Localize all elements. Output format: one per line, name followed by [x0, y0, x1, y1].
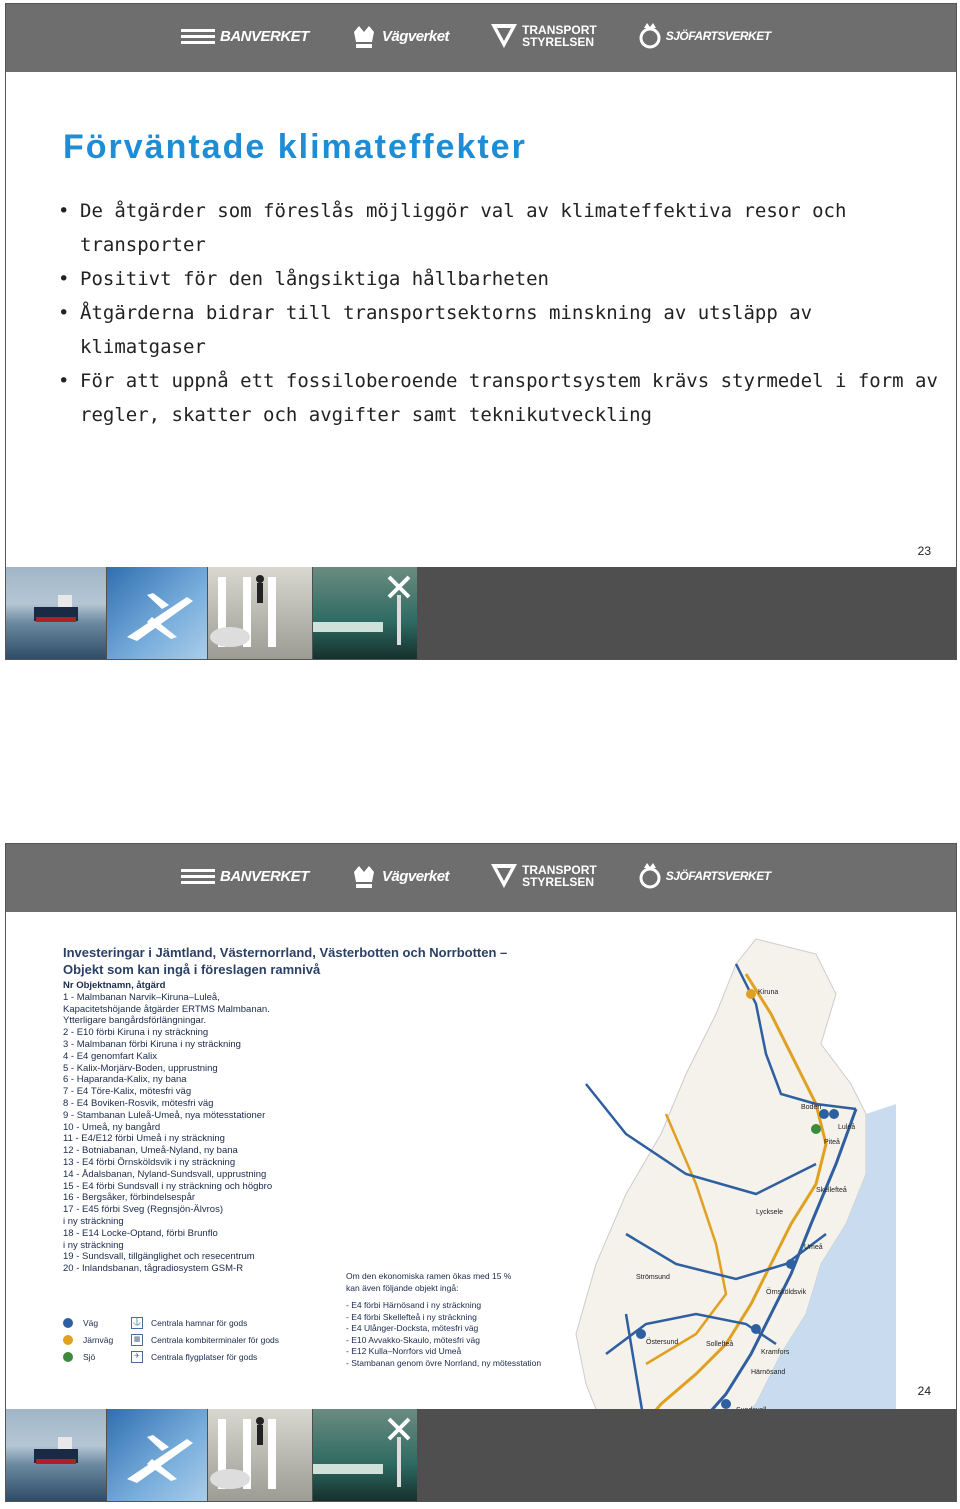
map-marker: [811, 1124, 821, 1134]
object-list: [63, 980, 333, 1275]
anchor-crown-icon: [639, 862, 661, 890]
place-label: Boden: [801, 1104, 822, 1111]
ship-icon: [6, 567, 106, 659]
bullet-item: • För att uppnå ett fossiloberoende transportsystem krävs styrmedel i form av regler, skatter och avgifter samt teknikutveckling: [58, 364, 938, 432]
legend-row: [63, 1331, 279, 1348]
airplane-photo: [107, 1409, 207, 1501]
terminal-icon: ▦: [131, 1334, 143, 1346]
object-item: 17 - E45 förbi Sveg (Regnsjön-Älvros): [63, 1204, 223, 1216]
map-marker: [721, 1399, 731, 1409]
legend-label: Sjö: [83, 1351, 96, 1362]
bullet-list: [58, 194, 938, 432]
banverket-icon: [181, 26, 215, 46]
place-label: Piteå: [824, 1139, 840, 1146]
port-icon: ⚓: [131, 1317, 143, 1329]
vagverket-text: Vägverket: [381, 27, 450, 45]
bullet-item: • De åtgärder som föreslås möjliggör val av klimateffektiva resor och transporter: [58, 194, 938, 262]
place-label: Kiruna: [758, 989, 779, 996]
transportstyrelsen-icon: [491, 24, 517, 48]
additional-objects-heading: [346, 1271, 566, 1294]
place-label: Skellefteå: [816, 1187, 847, 1194]
object-item: 14 - Ådalsbanan, Nyland-Sundsvall, upprustning: [63, 1168, 267, 1180]
legend-facility: Centrala flygplatser för gods: [151, 1351, 258, 1362]
object-item: 1 - Malmbanan Narvik–Kiruna–Luleå,: [63, 991, 220, 1003]
strip-filler: [418, 567, 956, 659]
banverket-logo: [181, 866, 309, 886]
crosswalk-photo: [208, 567, 312, 659]
railroad-crossing-icon: [313, 1409, 417, 1501]
object-item: 19 - Sundsvall, tillgänglighet och resecentrum: [63, 1251, 255, 1263]
place-label: Sollefteå: [706, 1341, 734, 1348]
airport-icon: ✈: [131, 1351, 143, 1363]
map-marker: [636, 1329, 646, 1339]
place-label: Örnsköldsvik: [766, 1289, 807, 1296]
road-dot-icon: [63, 1318, 73, 1328]
slide-title: Förväntade klimateffekter: [63, 128, 527, 166]
strip-filler: [418, 1409, 956, 1501]
legend-label: Väg: [83, 1317, 99, 1328]
place-label: Lycksele: [756, 1209, 783, 1216]
logo-bar: [6, 4, 956, 72]
page-number: 23: [917, 544, 931, 558]
sjofartsverket-text: SJÖFARTSVERKET: [665, 29, 771, 43]
airplane-icon: [107, 567, 207, 659]
banverket-text: BANVERKET: [220, 867, 309, 885]
airplane-icon: [107, 1409, 207, 1501]
object-item: 15 - E4 förbi Sundsvall i ny sträckning och högbro: [63, 1180, 273, 1192]
place-label: Härnösand: [751, 1369, 786, 1376]
train-crossing-photo: [313, 567, 417, 659]
legend-row: [63, 1348, 279, 1365]
transportstyrelsen-logo: [491, 24, 597, 48]
banverket-icon: [181, 866, 215, 886]
slide-23: [5, 3, 957, 660]
object-item: 2 - E10 förbi Kiruna i ny sträckning: [63, 1027, 209, 1039]
page-number: 24: [917, 1384, 931, 1398]
object-item: 4 - E4 genomfart Kalix: [63, 1050, 157, 1062]
legend-facility: Centrala hamnar för gods: [151, 1317, 248, 1328]
object-item: Ytterligare bangårdsförlängningar.: [63, 1015, 207, 1027]
map-marker: [746, 989, 756, 999]
object-item: 10 - Umeå, ny bangård: [63, 1121, 161, 1133]
logo-row: [181, 862, 771, 890]
logo-bar: [6, 844, 956, 912]
object-item: 8 - E4 Boviken-Rosvik, mötesfri väg: [63, 1097, 214, 1109]
object-item: 7 - E4 Töre-Kalix, mötesfri väg: [63, 1086, 192, 1098]
sea-dot-icon: [63, 1352, 73, 1362]
railroad-crossing-icon: [313, 567, 417, 659]
object-item: i ny sträckning: [63, 1239, 124, 1251]
pedestrian-icon: [208, 567, 312, 659]
object-item: 11 - E4/E12 förbi Umeå i ny sträckning: [63, 1133, 225, 1145]
object-item: i ny sträckning: [63, 1215, 124, 1227]
photo-strip: [6, 1409, 956, 1501]
styrelsen-text: STYRELSEN: [522, 875, 595, 889]
rail-dot-icon: [63, 1335, 73, 1345]
object-item: 5 - Kalix-Morjärv-Boden, upprustning: [63, 1062, 218, 1074]
banverket-logo: [181, 26, 309, 46]
vagverket-text: Vägverket: [381, 867, 450, 885]
additional-item: - E4 förbi Skellefteå i ny sträckning: [346, 1311, 477, 1322]
slide-24: [5, 843, 957, 1502]
additional-objects: [346, 1271, 566, 1369]
place-label: Kramfors: [761, 1349, 790, 1356]
object-item: 18 - E14 Locke-Optand, förbi Brunflo: [63, 1227, 218, 1239]
additional-item: - E4 Ulånger-Docksta, mötesfri väg: [346, 1323, 479, 1333]
vagverket-logo: [351, 862, 449, 890]
map-title-line-1: Investeringar i Jämtland, Västernorrland, Västerbotten och Norrbotten –: [63, 945, 508, 960]
additional-item: - Stambanan genom övre Norrland, ny mötesstation: [346, 1357, 542, 1368]
additional-item: - E12 Kulla–Norrfors vid Umeå: [346, 1346, 462, 1356]
legend-row: [63, 1314, 279, 1331]
bullet-item: • Positivt för den långsiktiga hållbarheten: [58, 262, 938, 296]
pedestrian-icon: [208, 1409, 312, 1501]
vagverket-logo: [351, 22, 449, 50]
styrelsen-text: STYRELSEN: [522, 35, 595, 49]
object-list-header: Nr Objektnamn, åtgärd: [63, 980, 166, 991]
crown-icon: [351, 22, 377, 50]
legend-label: Järnväg: [83, 1334, 114, 1345]
sjofartsverket-logo: [639, 22, 771, 50]
place-label: Umeå: [804, 1244, 823, 1251]
logo-row: [181, 22, 771, 50]
map-marker: [829, 1109, 839, 1119]
object-item: 6 - Haparanda-Kalix, ny bana: [63, 1074, 187, 1086]
object-item: 13 - E4 förbi Örnsköldsvik i ny sträckning: [63, 1156, 236, 1168]
ship-icon: [6, 1409, 106, 1501]
additional-item: - E10 Avvakko-Skaulo, mötesfri väg: [346, 1334, 481, 1345]
additional-heading-line-2: kan även följande objekt ingå:: [346, 1282, 459, 1293]
crown-icon: [351, 862, 377, 890]
transport-text: TRANSPORT: [522, 23, 597, 37]
bullet-item: • Åtgärderna bidrar till transportsektorns minskning av utsläpp av klimatgaser: [58, 296, 938, 364]
object-item: 16 - Bergsåker, förbindelsespår: [63, 1192, 196, 1204]
sjofartsverket-text: SJÖFARTSVERKET: [665, 869, 771, 883]
object-item: 3 - Malmbanan förbi Kiruna i ny sträckning: [63, 1038, 241, 1050]
transportstyrelsen-logo: [491, 864, 597, 888]
place-label: Strömsund: [636, 1274, 670, 1281]
ship-photo: [6, 1409, 106, 1501]
northern-sweden-map: [566, 934, 896, 1474]
anchor-crown-icon: [639, 22, 661, 50]
train-crossing-photo: [313, 1409, 417, 1501]
additional-item: - E4 förbi Härnösand i ny sträckning: [346, 1300, 482, 1310]
photo-strip: [6, 567, 956, 659]
object-item: 20 - Inlandsbanan, tågradiosystem GSM-R: [63, 1263, 244, 1275]
additional-heading-line-1: Om den ekonomiska ramen ökas med 15 %: [346, 1271, 512, 1281]
crosswalk-photo: [208, 1409, 312, 1501]
map-title-line-2: Objekt som kan ingå i föreslagen ramnivå: [63, 962, 321, 977]
map-marker: [751, 1324, 761, 1334]
object-item: 12 - Botniabanan, Umeå-Nyland, ny bana: [63, 1145, 238, 1157]
object-item: Kapacitetshöjande åtgärder ERTMS Malmbanan.: [63, 1003, 270, 1015]
map-legend: [63, 1314, 279, 1365]
transportstyrelsen-icon: [491, 864, 517, 888]
map-title: [63, 944, 507, 978]
place-label: Östersund: [646, 1339, 679, 1346]
map-marker: [786, 1259, 796, 1269]
banverket-text: BANVERKET: [220, 27, 309, 45]
ship-photo: [6, 567, 106, 659]
sjofartsverket-logo: [639, 862, 771, 890]
airplane-photo: [107, 567, 207, 659]
transport-text: TRANSPORT: [522, 863, 597, 877]
place-label: Luleå: [838, 1124, 856, 1131]
legend-facility: Centrala kombiterminaler för gods: [151, 1334, 280, 1345]
object-item: 9 - Stambanan Luleå-Umeå, nya mötesstationer: [63, 1109, 266, 1121]
